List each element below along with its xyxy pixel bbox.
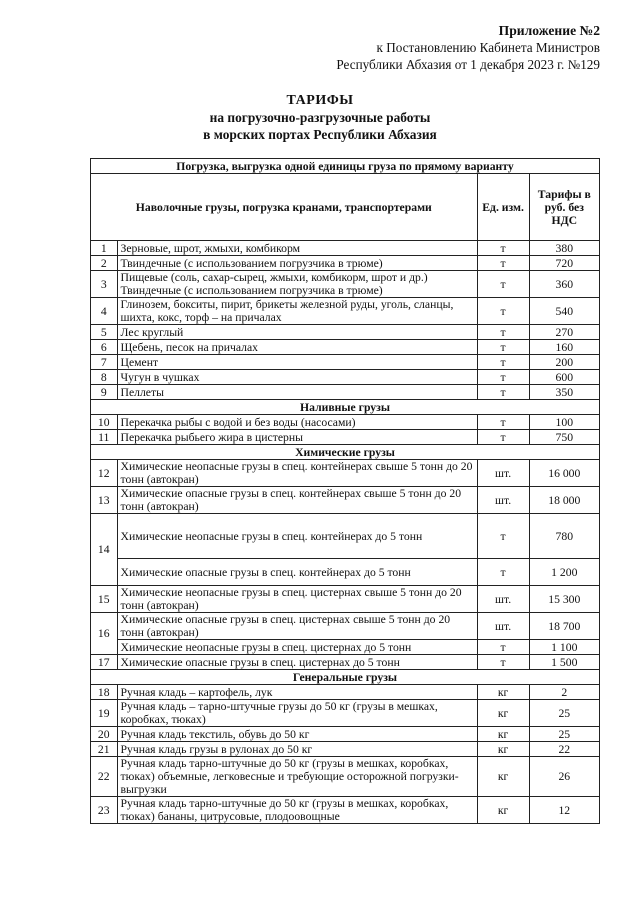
cargo-name: Ручная кладь – тарно-штучные грузы до 50 кг (грузы в мешках, коробках, тюках) — [117, 700, 477, 727]
table-row — [91, 685, 600, 700]
unit-cell: кг — [477, 727, 529, 742]
row-number: 7 — [91, 355, 118, 370]
section-header-row — [91, 400, 600, 415]
cargo-name: Химические опасные грузы в спец. контейнерах свыше 5 тонн до 20 тонн (автокран) — [117, 487, 477, 514]
price-cell: 2 — [529, 685, 599, 700]
row-number: 15 — [91, 586, 118, 613]
row-number: 10 — [91, 415, 118, 430]
table-row — [91, 271, 600, 298]
unit-cell: кг — [477, 797, 529, 824]
unit-cell: т — [477, 340, 529, 355]
table-row — [91, 797, 600, 824]
row-number: 17 — [91, 655, 118, 670]
price-cell: 1 100 — [529, 640, 599, 655]
price-cell: 540 — [529, 298, 599, 325]
document-title — [0, 92, 640, 143]
price-cell: 18 000 — [529, 487, 599, 514]
row-number: 18 — [91, 685, 118, 700]
unit-cell: шт. — [477, 586, 529, 613]
unit-cell: шт. — [477, 613, 529, 640]
cargo-name: Химические неопасные грузы в спец. цистернах свыше 5 тонн до 20 тонн (автокран) — [117, 586, 477, 613]
row-number: 1 — [91, 241, 118, 256]
price-cell: 720 — [529, 256, 599, 271]
table-row — [91, 256, 600, 271]
table-row — [91, 727, 600, 742]
price-cell: 12 — [529, 797, 599, 824]
price-cell: 750 — [529, 430, 599, 445]
table-row — [91, 640, 600, 655]
cargo-name: Химические неопасные грузы в спец. контейнерах свыше 5 тонн до 20 тонн (автокран) — [117, 460, 477, 487]
row-number: 2 — [91, 256, 118, 271]
table-row — [91, 325, 600, 340]
cargo-name: Химические неопасные грузы в спец. цистернах до 5 тонн — [117, 640, 477, 655]
price-cell: 22 — [529, 742, 599, 757]
table-row — [91, 487, 600, 514]
table-row — [91, 559, 600, 586]
section-title: Наливные грузы — [91, 400, 600, 415]
price-cell: 1 200 — [529, 559, 599, 586]
section-header-row — [91, 445, 600, 460]
row-number: 8 — [91, 370, 118, 385]
table-row — [91, 340, 600, 355]
appendix-title: Приложение №2 — [498, 23, 600, 38]
row-number: 21 — [91, 742, 118, 757]
table-row — [91, 298, 600, 325]
cargo-name: Пеллеты — [117, 385, 477, 400]
cargo-name: Пищевые (соль, сахар-сырец, жмыхи, комбикорм, шрот и др.) Твиндечные (с использованием погрузчика в трюме) — [117, 271, 477, 298]
table-row — [91, 460, 600, 487]
cargo-name: Химические опасные грузы в спец. цистернах свыше 5 тонн до 20 тонн (автокран) — [117, 613, 477, 640]
title-line-2: на погрузочно-разгрузочные работы — [209, 110, 431, 125]
row-number: 6 — [91, 340, 118, 355]
title-line-1: ТАРИФЫ — [286, 93, 354, 108]
row-number: 13 — [91, 487, 118, 514]
unit-cell: т — [477, 655, 529, 670]
appendix-line-1: к Постановлению Кабинета Министров — [376, 40, 600, 55]
row-number: 4 — [91, 298, 118, 325]
cargo-name: Химические неопасные грузы в спец. контейнерах до 5 тонн — [117, 514, 477, 559]
cargo-name: Химические опасные грузы в спец. цистернах до 5 тонн — [117, 655, 477, 670]
row-number: 9 — [91, 385, 118, 400]
table-row — [91, 700, 600, 727]
cargo-name: Лес круглый — [117, 325, 477, 340]
unit-cell: т — [477, 256, 529, 271]
cargo-name: Твиндечные (с использованием погрузчика в трюме) — [117, 256, 477, 271]
row-number: 3 — [91, 271, 118, 298]
price-cell: 350 — [529, 385, 599, 400]
column-header-price: Тарифы в руб. без НДС — [529, 174, 599, 241]
cargo-name: Зерновые, шрот, жмыхи, комбикорм — [117, 241, 477, 256]
price-cell: 200 — [529, 355, 599, 370]
unit-cell: шт. — [477, 460, 529, 487]
unit-cell: т — [477, 298, 529, 325]
table-row — [91, 430, 600, 445]
unit-cell: т — [477, 271, 529, 298]
table-row — [91, 385, 600, 400]
row-number: 11 — [91, 430, 118, 445]
unit-cell: т — [477, 559, 529, 586]
cargo-name: Цемент — [117, 355, 477, 370]
row-number: 22 — [91, 757, 118, 797]
title-line-3: в морских портах Республики Абхазия — [203, 127, 437, 142]
table-row — [91, 415, 600, 430]
table-row — [91, 514, 600, 559]
section-title: Химические грузы — [91, 445, 600, 460]
cargo-name: Щебень, песок на причалах — [117, 340, 477, 355]
cargo-name: Ручная кладь тарно-штучные до 50 кг (грузы в мешках, коробках, тюках) бананы, цитрусовые, плодоовощные — [117, 797, 477, 824]
row-number: 23 — [91, 797, 118, 824]
unit-cell: шт. — [477, 487, 529, 514]
price-cell: 26 — [529, 757, 599, 797]
appendix-line-2: Республики Абхазия от 1 декабря 2023 г. №129 — [336, 57, 600, 72]
price-cell: 100 — [529, 415, 599, 430]
unit-cell: т — [477, 430, 529, 445]
section-header-row — [91, 159, 600, 174]
price-cell: 270 — [529, 325, 599, 340]
tariffs-table — [90, 158, 600, 824]
unit-cell: т — [477, 241, 529, 256]
cargo-name: Ручная кладь текстиль, обувь до 50 кг — [117, 727, 477, 742]
appendix-header — [336, 22, 600, 73]
cargo-name: Химические опасные грузы в спец. контейнерах до 5 тонн — [117, 559, 477, 586]
unit-cell: т — [477, 370, 529, 385]
table-row — [91, 355, 600, 370]
unit-cell: кг — [477, 742, 529, 757]
price-cell: 25 — [529, 727, 599, 742]
unit-cell: кг — [477, 685, 529, 700]
unit-cell: т — [477, 325, 529, 340]
section-title: Погрузка, выгрузка одной единицы груза по прямому варианту — [91, 159, 600, 174]
section-title: Генеральные грузы — [91, 670, 600, 685]
unit-cell: кг — [477, 700, 529, 727]
unit-cell: т — [477, 385, 529, 400]
price-cell: 16 000 — [529, 460, 599, 487]
table-row — [91, 370, 600, 385]
cargo-name: Глинозем, бокситы, пирит, брикеты железной руды, уголь, сланцы, шихта, кокс, торф – на причалах — [117, 298, 477, 325]
table-row — [91, 742, 600, 757]
column-header-name: Наволочные грузы, погрузка кранами, транспортерами — [91, 174, 478, 241]
row-number: 20 — [91, 727, 118, 742]
section-header-row — [91, 670, 600, 685]
row-number: 16 — [91, 613, 118, 655]
price-cell: 780 — [529, 514, 599, 559]
row-number: 14 — [91, 514, 118, 586]
cargo-name: Ручная кладь грузы в рулонах до 50 кг — [117, 742, 477, 757]
price-cell: 15 300 — [529, 586, 599, 613]
price-cell: 360 — [529, 271, 599, 298]
unit-cell: т — [477, 355, 529, 370]
row-number: 5 — [91, 325, 118, 340]
table-row — [91, 757, 600, 797]
unit-cell: кг — [477, 757, 529, 797]
cargo-name: Ручная кладь тарно-штучные до 50 кг (грузы в мешках, коробках, тюках) объемные, легковесные и требующие осторожной погрузки-выгрузки — [117, 757, 477, 797]
row-number: 19 — [91, 700, 118, 727]
table-row — [91, 613, 600, 640]
table-row — [91, 655, 600, 670]
cargo-name: Ручная кладь – картофель, лук — [117, 685, 477, 700]
unit-cell: т — [477, 640, 529, 655]
cargo-name: Перекачка рыбьего жира в цистерны — [117, 430, 477, 445]
price-cell: 160 — [529, 340, 599, 355]
column-header-unit: Ед. изм. — [477, 174, 529, 241]
table-row — [91, 241, 600, 256]
unit-cell: т — [477, 415, 529, 430]
price-cell: 600 — [529, 370, 599, 385]
price-cell: 1 500 — [529, 655, 599, 670]
price-cell: 18 700 — [529, 613, 599, 640]
table-header-row — [91, 174, 600, 241]
cargo-name: Чугун в чушках — [117, 370, 477, 385]
price-cell: 380 — [529, 241, 599, 256]
price-cell: 25 — [529, 700, 599, 727]
row-number: 12 — [91, 460, 118, 487]
unit-cell: т — [477, 514, 529, 559]
table-row — [91, 586, 600, 613]
cargo-name: Перекачка рыбы с водой и без воды (насосами) — [117, 415, 477, 430]
